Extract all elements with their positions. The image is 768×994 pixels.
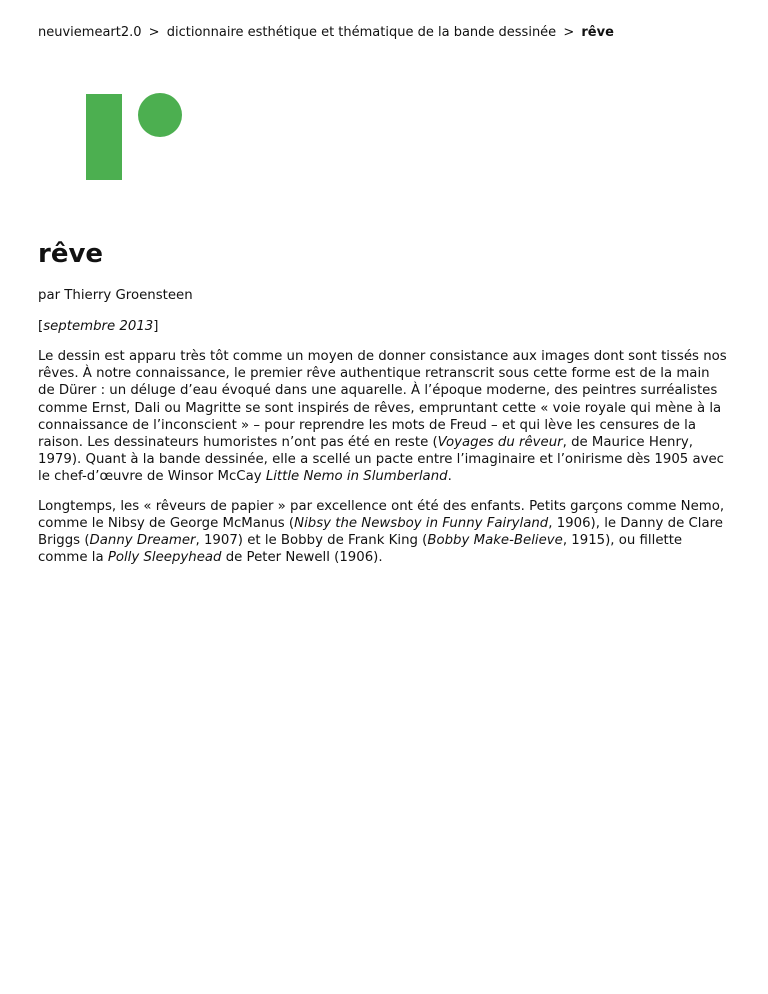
paragraph-2 (38, 498, 730, 567)
work-title: Little Nemo in Slumberland (265, 469, 448, 485)
work-title: Voyages du rêveur (437, 435, 563, 451)
author-byline: par Thierry Groensteen (38, 288, 193, 303)
breadcrumb-separator: > (563, 25, 575, 40)
paragraph-text: , 1907) et le Bobby de Frank King ( (195, 533, 428, 549)
breadcrumb-link-site[interactable]: neuviemeart2.0 (38, 25, 142, 40)
page-title: rêve (38, 239, 104, 269)
date-bracket-open: [ (38, 319, 44, 334)
paragraph-text: Longtemps, les « rêveurs de papier » par excellence ont été des enfants. Petits garçons comme Nemo, comme le Nibsy de George McManus ( (38, 498, 725, 531)
work-title: Polly Sleepyhead (107, 550, 222, 566)
article (38, 236, 730, 578)
breadcrumb-separator: > (148, 25, 160, 40)
paragraph-text: . (447, 469, 452, 485)
paragraph-text: , 1915), ou fillette comme la (38, 533, 683, 566)
breadcrumb (38, 24, 730, 42)
work-title: Danny Dreamer (89, 533, 196, 549)
neuviemeart-logo-icon[interactable] (72, 78, 222, 223)
paragraph-text: Le dessin est apparu très tôt comme un moyen de donner consistance aux images dont sont tissés nos rêves. À notre connaissance, le premier rêve authentique retranscrit sous cette forme est de la main de Dürer : un déluge d’eau évoqué dans une aquarelle. À l’époque moderne, des peintres surréalistes comme Ernst, Dali ou Magritte se sont inspirés de rêves, empruntant cette « voie royale qui mène à la connaissance de l’inconscient » – pour reprendre les mots de Freud – et qui lève les censures de la raison. Les dessinateurs humoristes n’ont pas été en reste ( (38, 349, 727, 451)
work-title: Nibsy the Newsboy in Funny Fairyland (294, 515, 549, 531)
date-bracket-close: ] (153, 319, 159, 334)
publication-date (38, 317, 730, 336)
date-text: septembre 2013 (43, 319, 154, 334)
paragraph-text: , 1906), le Danny de Clare Briggs ( (38, 515, 723, 549)
work-title: Bobby Make-Believe (427, 533, 563, 549)
paragraph-text: de Peter Newell (1906). (221, 550, 383, 566)
breadcrumb-link-section[interactable]: dictionnaire esthétique et thématique de la bande dessinée (166, 25, 557, 40)
paragraph-text: , de Maurice Henry, 1979). Quant à la bande dessinée, elle a scellé un pacte entre l’imaginaire et l’onirisme dès 1905 avec le chef-d’œuvre de Winsor McCay (38, 435, 724, 485)
breadcrumb-current: rêve (581, 25, 614, 40)
paragraph-1 (38, 348, 730, 486)
